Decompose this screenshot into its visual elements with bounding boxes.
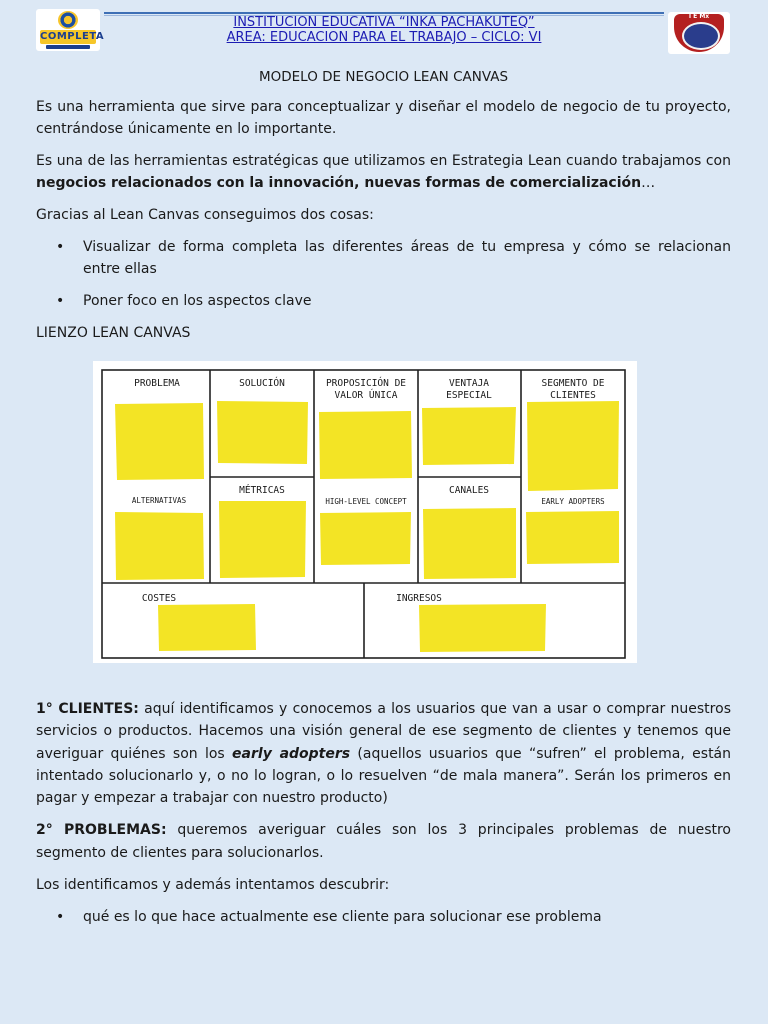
paragraph-benefits: Gracias al Lean Canvas conseguimos dos cosas:: [36, 207, 374, 223]
canvas-label: VALOR ÚNICA: [334, 390, 398, 401]
list-item: • qué es lo que hace actualmente ese cliente para solucionar ese problema: [36, 906, 731, 928]
page-header: [0, 0, 768, 60]
section-heading: LIENZO LEAN CANVAS: [36, 325, 191, 341]
sticky-note: [526, 511, 619, 564]
sticky-note: [217, 401, 308, 464]
area-line: AREA: EDUCACION PARA EL TRABAJO – CICLO: VI: [226, 30, 542, 45]
discover-list: [36, 906, 731, 928]
early-adopters-term: early adopters: [232, 745, 351, 762]
canvas-label: CLIENTES: [550, 390, 596, 401]
paragraph-clientes: 1° CLIENTES: aquí identificamos y conocemos a los usuarios que van a usar o comprar nuestros servicios o productos. Hacemos una visión general de ese segmento de clientes y tenemos que averiguar quiénes son los early adopters (aquellos usuarios que “sufren” el problema, están intentado solucionarlo y, o no lo logran, o lo resuelven “de mala manera”. Serán los primeros en pagar y empezar a trabajar con nuestro producto): [36, 701, 732, 807]
canvas-label: COSTES: [141, 593, 177, 604]
canvas-label: SEGMENTO DE: [541, 378, 605, 389]
canvas-label: PROPOSICIÓN DE: [325, 378, 407, 389]
sticky-note: [115, 403, 204, 480]
paragraph-strategy: Es una de las herramientas estratégicas que utilizamos en Estrategia Lean cuando trabajamos con negocios relacionados con la innovación, nuevas formas de comercialización…: [36, 153, 731, 191]
document-body-lower: [36, 698, 731, 939]
sticky-note: [115, 512, 204, 580]
sticky-note: [219, 501, 306, 578]
sticky-note: [527, 401, 619, 491]
school-logo-left: [36, 9, 105, 51]
paragraph-intro: Los identificamos y además intentamos descubrir:: [36, 877, 390, 894]
clientes-label: 1° CLIENTES:: [36, 701, 139, 717]
bullet-icon: •: [56, 909, 65, 926]
document-body: [36, 66, 731, 344]
school-name: INSTITUCION EDUCATIVA “INKA PACHAKUTEQ”: [233, 15, 535, 30]
sticky-note: [320, 512, 411, 565]
canvas-label: MÉTRICAS: [239, 485, 285, 496]
school-logo-right: [668, 12, 730, 54]
sticky-note: [422, 407, 516, 465]
paragraph-definition: Es una herramienta que sirve para conceptualizar y diseñar el modelo de negocio de tu proyecto, centrándose únicamente en lo importante.: [36, 99, 731, 137]
sun-icon: [58, 11, 78, 29]
canvas-label: INGRESOS: [396, 593, 442, 604]
sticky-note: [158, 604, 256, 651]
canvas-label: SOLUCIÓN: [239, 378, 285, 389]
header-rule: [104, 12, 664, 14]
logo-right-text: I E Mx: [688, 13, 710, 20]
bold-phrase: negocios relacionados con la innovación, nuevas formas de comercialización: [36, 175, 642, 191]
canvas-label: ALTERNATIVAS: [131, 496, 187, 505]
canvas-label: VENTAJA: [448, 378, 490, 389]
sticky-note: [423, 508, 516, 579]
canvas-label: PROBLEMA: [134, 378, 180, 389]
bullet-icon: •: [56, 293, 65, 309]
canvas-label: ESPECIAL: [446, 390, 492, 401]
lean-canvas-figure: [93, 361, 637, 663]
list-item: • Visualizar de forma completa las diferentes áreas de tu empresa y cómo se relacionan entre ellas: [36, 236, 731, 280]
canvas-label: CANALES: [448, 485, 490, 496]
header-title: [104, 15, 664, 45]
logo-left-text: COMPLETA: [40, 31, 105, 42]
problemas-label: 2° PROBLEMAS:: [36, 822, 167, 839]
bullet-icon: •: [56, 239, 65, 255]
list-item: • Poner foco en los aspectos clave: [36, 290, 731, 312]
paragraph-problemas: 2° PROBLEMAS: queremos averiguar cuáles son los 3 principales problemas de nuestro segmento de clientes para solucionarlos.: [36, 822, 731, 861]
document-title: MODELO DE NEGOCIO LEAN CANVAS: [258, 69, 509, 85]
sticky-note: [419, 604, 546, 652]
sticky-note: [319, 411, 412, 479]
benefit-list: [36, 236, 731, 312]
canvas-label: HIGH-LEVEL CONCEPT: [325, 497, 407, 506]
canvas-label: EARLY ADOPTERS: [541, 497, 605, 506]
